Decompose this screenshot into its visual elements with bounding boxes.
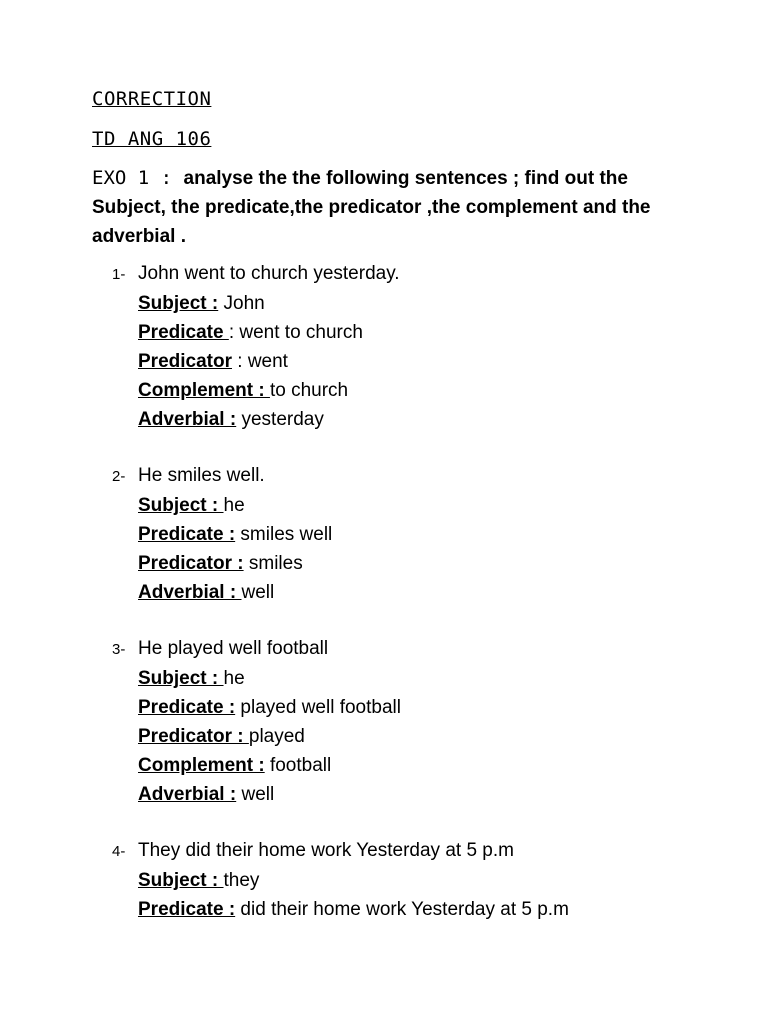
analysis-value: smiles well bbox=[235, 524, 333, 545]
analysis-label: Predicator bbox=[138, 351, 232, 372]
sentence-text: John went to church yesterday. bbox=[138, 263, 400, 284]
analysis-label: Adverbial : bbox=[138, 582, 242, 603]
sentence-line bbox=[112, 259, 732, 289]
analysis-row-subject bbox=[112, 491, 732, 520]
analysis-row-adverbial bbox=[112, 405, 732, 434]
analysis-label: Predicate : bbox=[138, 697, 236, 718]
analysis-row-complement bbox=[112, 376, 732, 405]
sentence-block-3 bbox=[112, 634, 732, 809]
sentence-line bbox=[112, 836, 732, 866]
sentence-line bbox=[112, 461, 732, 491]
analysis-row-complement bbox=[112, 751, 732, 780]
sentence-number: 2- bbox=[112, 468, 126, 485]
analysis-value: they bbox=[223, 870, 260, 891]
analysis-value: he bbox=[223, 495, 245, 516]
analysis-label: Predicator : bbox=[138, 553, 244, 574]
sentence-number: 3- bbox=[112, 641, 126, 658]
analysis-label: Adverbial : bbox=[138, 784, 237, 805]
analysis-row-predicate bbox=[112, 520, 732, 549]
analysis-value: played bbox=[248, 726, 305, 747]
exercise-label: EXO 1 : bbox=[92, 167, 184, 189]
analysis-value: to church bbox=[269, 380, 349, 401]
analysis-label: Subject : bbox=[138, 870, 224, 891]
analysis-label: Predicate bbox=[138, 322, 229, 343]
analysis-value: : went bbox=[231, 351, 288, 372]
analysis-value: played well football bbox=[235, 697, 401, 718]
analysis-label: Predicate : bbox=[138, 524, 236, 545]
analysis-row-predicate bbox=[112, 895, 732, 924]
analysis-row-subject bbox=[112, 866, 732, 895]
document-subtitle: TD ANG 106 bbox=[92, 128, 212, 150]
sentence-line bbox=[112, 634, 732, 664]
analysis-row-subject bbox=[112, 664, 732, 693]
analysis-value: football bbox=[264, 755, 332, 776]
analysis-label: Subject : bbox=[138, 495, 224, 516]
sentence-number: 1- bbox=[112, 266, 126, 283]
analysis-value: he bbox=[223, 668, 245, 689]
analysis-label: Subject : bbox=[138, 668, 224, 689]
sentence-text: He smiles well. bbox=[138, 465, 265, 486]
analysis-label: Complement : bbox=[138, 380, 270, 401]
sentence-block-1 bbox=[112, 259, 732, 434]
sentence-text: They did their home work Yesterday at 5 p.m bbox=[138, 840, 514, 861]
analysis-value: did their home work Yesterday at 5 p.m bbox=[235, 899, 569, 920]
analysis-value: smiles bbox=[243, 553, 303, 574]
analysis-row-predicate bbox=[112, 693, 732, 722]
sentence-block-2 bbox=[112, 461, 732, 607]
analysis-label: Adverbial : bbox=[138, 409, 237, 430]
analysis-value: yesterday bbox=[236, 409, 324, 430]
analysis-row-predicator bbox=[112, 722, 732, 751]
sentence-text: He played well football bbox=[138, 638, 329, 659]
analysis-row-adverbial bbox=[112, 780, 732, 809]
exercise-instruction-text: analyse the the following sentences ; find out the Subject, the predicate,the predicator ,the complement and the adverbial . bbox=[92, 168, 651, 247]
sentence-block-4 bbox=[112, 836, 732, 924]
analysis-value: well bbox=[236, 784, 275, 805]
sentence-number: 4- bbox=[112, 843, 126, 860]
analysis-row-predicator bbox=[112, 549, 732, 578]
exercise-instruction bbox=[92, 164, 692, 251]
analysis-row-adverbial bbox=[112, 578, 732, 607]
analysis-value: John bbox=[218, 293, 265, 314]
analysis-value: : went to church bbox=[228, 322, 363, 343]
document-title: CORRECTION bbox=[92, 88, 212, 110]
analysis-row-predicator bbox=[112, 347, 732, 376]
analysis-row-subject bbox=[112, 289, 732, 318]
analysis-value: well bbox=[241, 582, 275, 603]
analysis-label: Subject : bbox=[138, 293, 219, 314]
analysis-label: Predicator : bbox=[138, 726, 249, 747]
analysis-label: Complement : bbox=[138, 755, 265, 776]
analysis-row-predicate bbox=[112, 318, 732, 347]
analysis-label: Predicate : bbox=[138, 899, 236, 920]
